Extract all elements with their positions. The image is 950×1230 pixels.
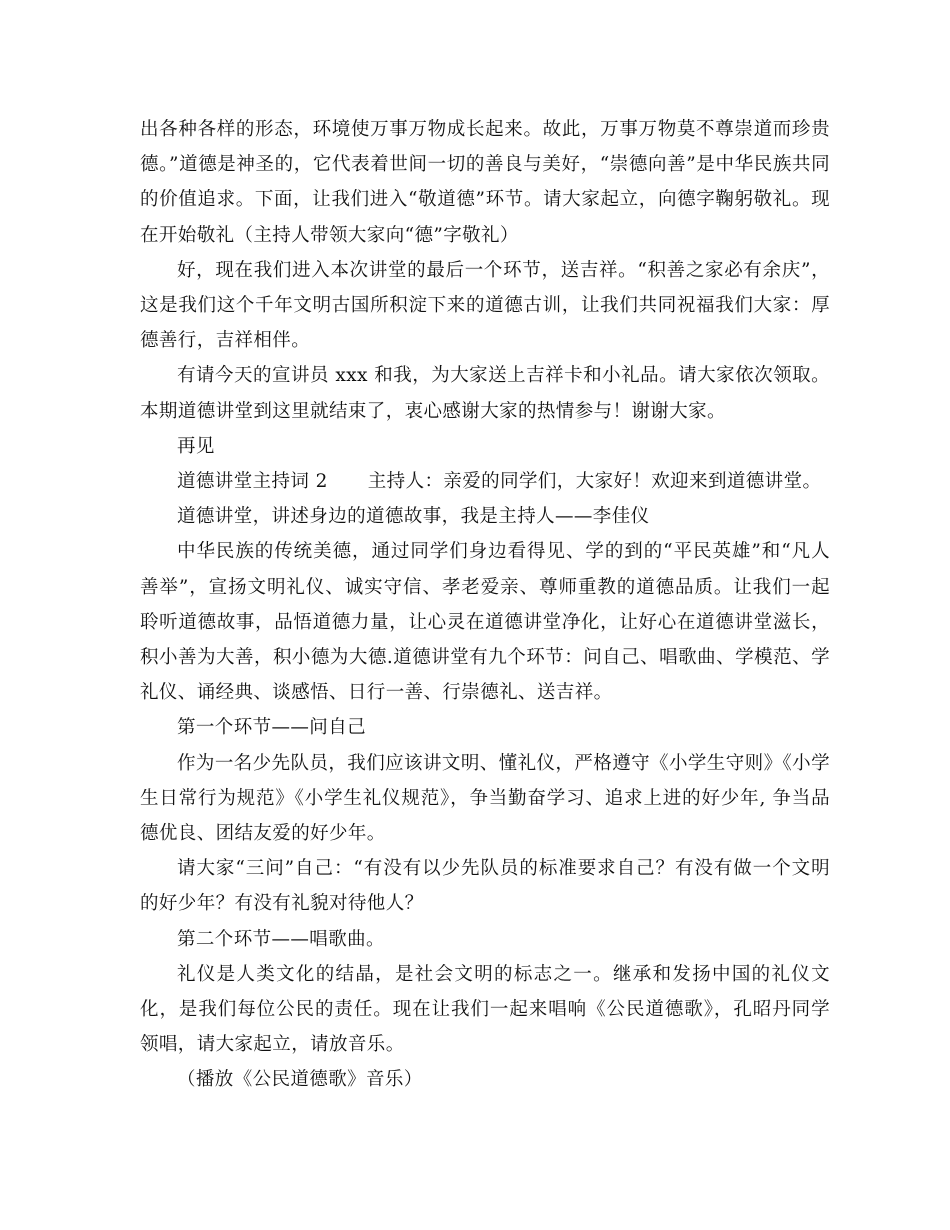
- paragraph-12: 礼仪是人类文化的结晶，是社会文明的标志之一。继承和发扬中国的礼仪文化，是我们每位公民的责任。现在让我们一起来唱响《公民道德歌》，孔昭丹同学领唱，请大家起立，请放音乐。: [140, 963, 830, 1056]
- paragraph-1: 出各种各样的形态，环境使万事万物成长起来。故此，万事万物莫不尊崇道而珍贵德。”道德是神圣的，它代表着世间一切的善良与美好，“崇德向善”是中华民族共同的价值追求。下面，让我们进入“敬道德”环节。请大家起立，向德字鞠躬敬礼。现在开始敬礼（主持人带领大家向“德”字敬礼）: [140, 119, 830, 246]
- host-greeting: 主持人：亲爱的同学们，大家好！欢迎来到道德讲堂。: [367, 471, 822, 493]
- document-body: [140, 112, 830, 1098]
- paragraph-2: 好，现在我们进入本次讲堂的最后一个环节，送吉祥。“积善之家必有余庆”，这是我们这个千年文明古国所积淀下来的道德古训，让我们共同祝福我们大家：厚德善行，吉祥相伴。: [140, 259, 830, 352]
- paragraph-11: 第二个环节——唱歌曲。: [177, 928, 385, 950]
- paragraph-9: 作为一名少先队员，我们应该讲文明、懂礼仪，严格遵守《小学生守则》《小学生日常行为规范》《小学生礼仪规范》，争当勤奋学习、追求上进的好少年, 争当品德优良、团结友爱的好少年。: [140, 752, 830, 845]
- paragraph-3: 有请今天的宣讲员 xxx 和我，为大家送上吉祥卡和小礼品。请大家依次领取。本期道德讲堂到这里就结束了，衷心感谢大家的热情参与！谢谢大家。: [140, 365, 830, 422]
- paragraph-10: 请大家“三问”自己：“有没有以少先队员的标准要求自己？有没有做一个文明的好少年？有没有礼貌对待他人？: [140, 858, 830, 915]
- paragraph-8: 第一个环节——问自己: [177, 717, 367, 739]
- paragraph-7: 中华民族的传统美德，通过同学们身边看得见、学的到的“平民英雄”和“凡人善举”，宣扬文明礼仪、诚实守信、孝老爱亲、尊师重教的道德品质。让我们一起聆听道德故事，品悟道德力量，让心灵在道德讲堂净化，让好心在道德讲堂滋长，积小善为大善，积小德为大德.道德讲堂有九个环节：问自己、唱歌曲、学模范、学礼仪、诵经典、谈感悟、日行一善、行崇德礼、送吉祥。: [140, 541, 830, 704]
- paragraph-5: [140, 464, 830, 499]
- paragraph-4: 再见: [177, 435, 215, 457]
- section-heading: 道德讲堂主持词 2: [177, 471, 328, 493]
- paragraph-13: （播放《公民道德歌》音乐）: [177, 1069, 423, 1091]
- paragraph-6: 道德讲堂，讲述身边的道德故事，我是主持人——李佳仪: [177, 506, 650, 528]
